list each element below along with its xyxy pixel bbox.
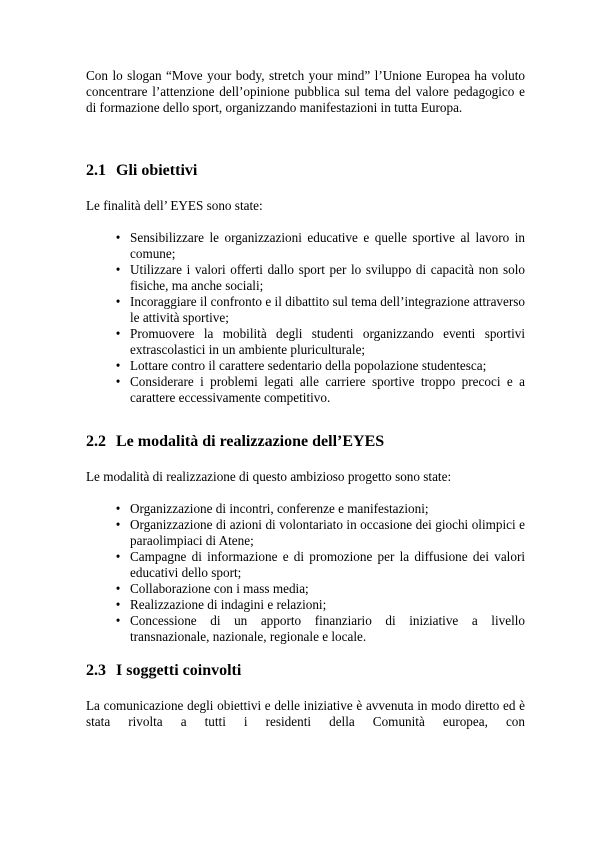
bullet-icon: • — [115, 517, 121, 532]
list-item: • Incoraggiare il confronto e il dibattito sul tema dell’integrazione attraverso le attività sportive; — [130, 294, 525, 326]
section-title: I soggetti coinvolti — [116, 662, 242, 679]
section-lead: Le finalità dell’ EYES sono state: — [86, 198, 263, 213]
list-item: • Promuovere la mobilità degli studenti organizzando eventi sportivi extrascolastici in un ambiente pluriculturale; — [130, 326, 525, 358]
list-item: • Campagne di informazione e di promozione per la diffusione dei valori educativi dello sport; — [130, 549, 525, 581]
section-lead: Le modalità di realizzazione di questo ambizioso progetto sono state: — [86, 469, 452, 484]
list-item: • Utilizzare i valori offerti dallo sport per lo sviluppo di capacità non solo fisiche, ma anche sociali; — [130, 262, 525, 294]
document-page — [86, 68, 525, 730]
list-item: • Concessione di un apporto finanziario di iniziative a livello transnazionale, nazionale, regionale e locale. — [130, 613, 525, 645]
bullet-icon: • — [115, 294, 121, 309]
bullet-icon: • — [115, 581, 121, 596]
section-number: 2.1 — [86, 162, 106, 179]
bullet-list-modalities — [86, 501, 525, 645]
list-item: • Lottare contro il carattere sedentario della popolazione studentesca; — [130, 358, 525, 374]
bullet-icon: • — [115, 230, 121, 245]
section-lead: La comunicazione degli obiettivi e delle iniziative è avvenuta in modo diretto ed è stata rivolta a tutti i residenti della Comunità europea, con — [86, 698, 525, 729]
list-item: • Realizzazione di indagini e relazioni; — [130, 597, 525, 613]
intro-paragraph: Con lo slogan “Move your body, stretch your mind” l’Unione Europea ha voluto concentrare l’attenzione dell’opinione pubblica sul tema del valore pedagogico e di formazione dello sport, organizzando manifestazioni in tutta Europa. — [86, 68, 525, 115]
section-heading-2-1 — [86, 161, 525, 181]
bullet-icon: • — [115, 262, 121, 277]
list-item: • Organizzazione di azioni di volontariato in occasione dei giochi olimpici e paraolimpiaci di Atene; — [130, 517, 525, 549]
section-number: 2.3 — [86, 662, 106, 679]
section-title: Gli obiettivi — [116, 162, 198, 179]
list-item: • Sensibilizzare le organizzazioni educative e quelle sportive al lavoro in comune; — [130, 230, 525, 262]
list-item: • Collaborazione con i mass media; — [130, 581, 525, 597]
section-heading-2-3 — [86, 661, 525, 681]
list-item: • Considerare i problemi legati alle carriere sportive troppo precoci e a carattere eccessivamente competitivo. — [130, 374, 525, 406]
bullet-list-objectives — [86, 230, 525, 406]
bullet-icon: • — [115, 613, 121, 628]
bullet-icon: • — [115, 549, 121, 564]
bullet-icon: • — [115, 326, 121, 341]
bullet-icon: • — [115, 597, 121, 612]
bullet-icon: • — [115, 374, 121, 389]
list-item: • Organizzazione di incontri, conferenze e manifestazioni; — [130, 501, 525, 517]
section-number: 2.2 — [86, 433, 106, 450]
bullet-icon: • — [115, 358, 121, 373]
section-title: Le modalità di realizzazione dell’EYES — [116, 433, 385, 450]
bullet-icon: • — [115, 501, 121, 516]
section-heading-2-2 — [86, 432, 525, 452]
